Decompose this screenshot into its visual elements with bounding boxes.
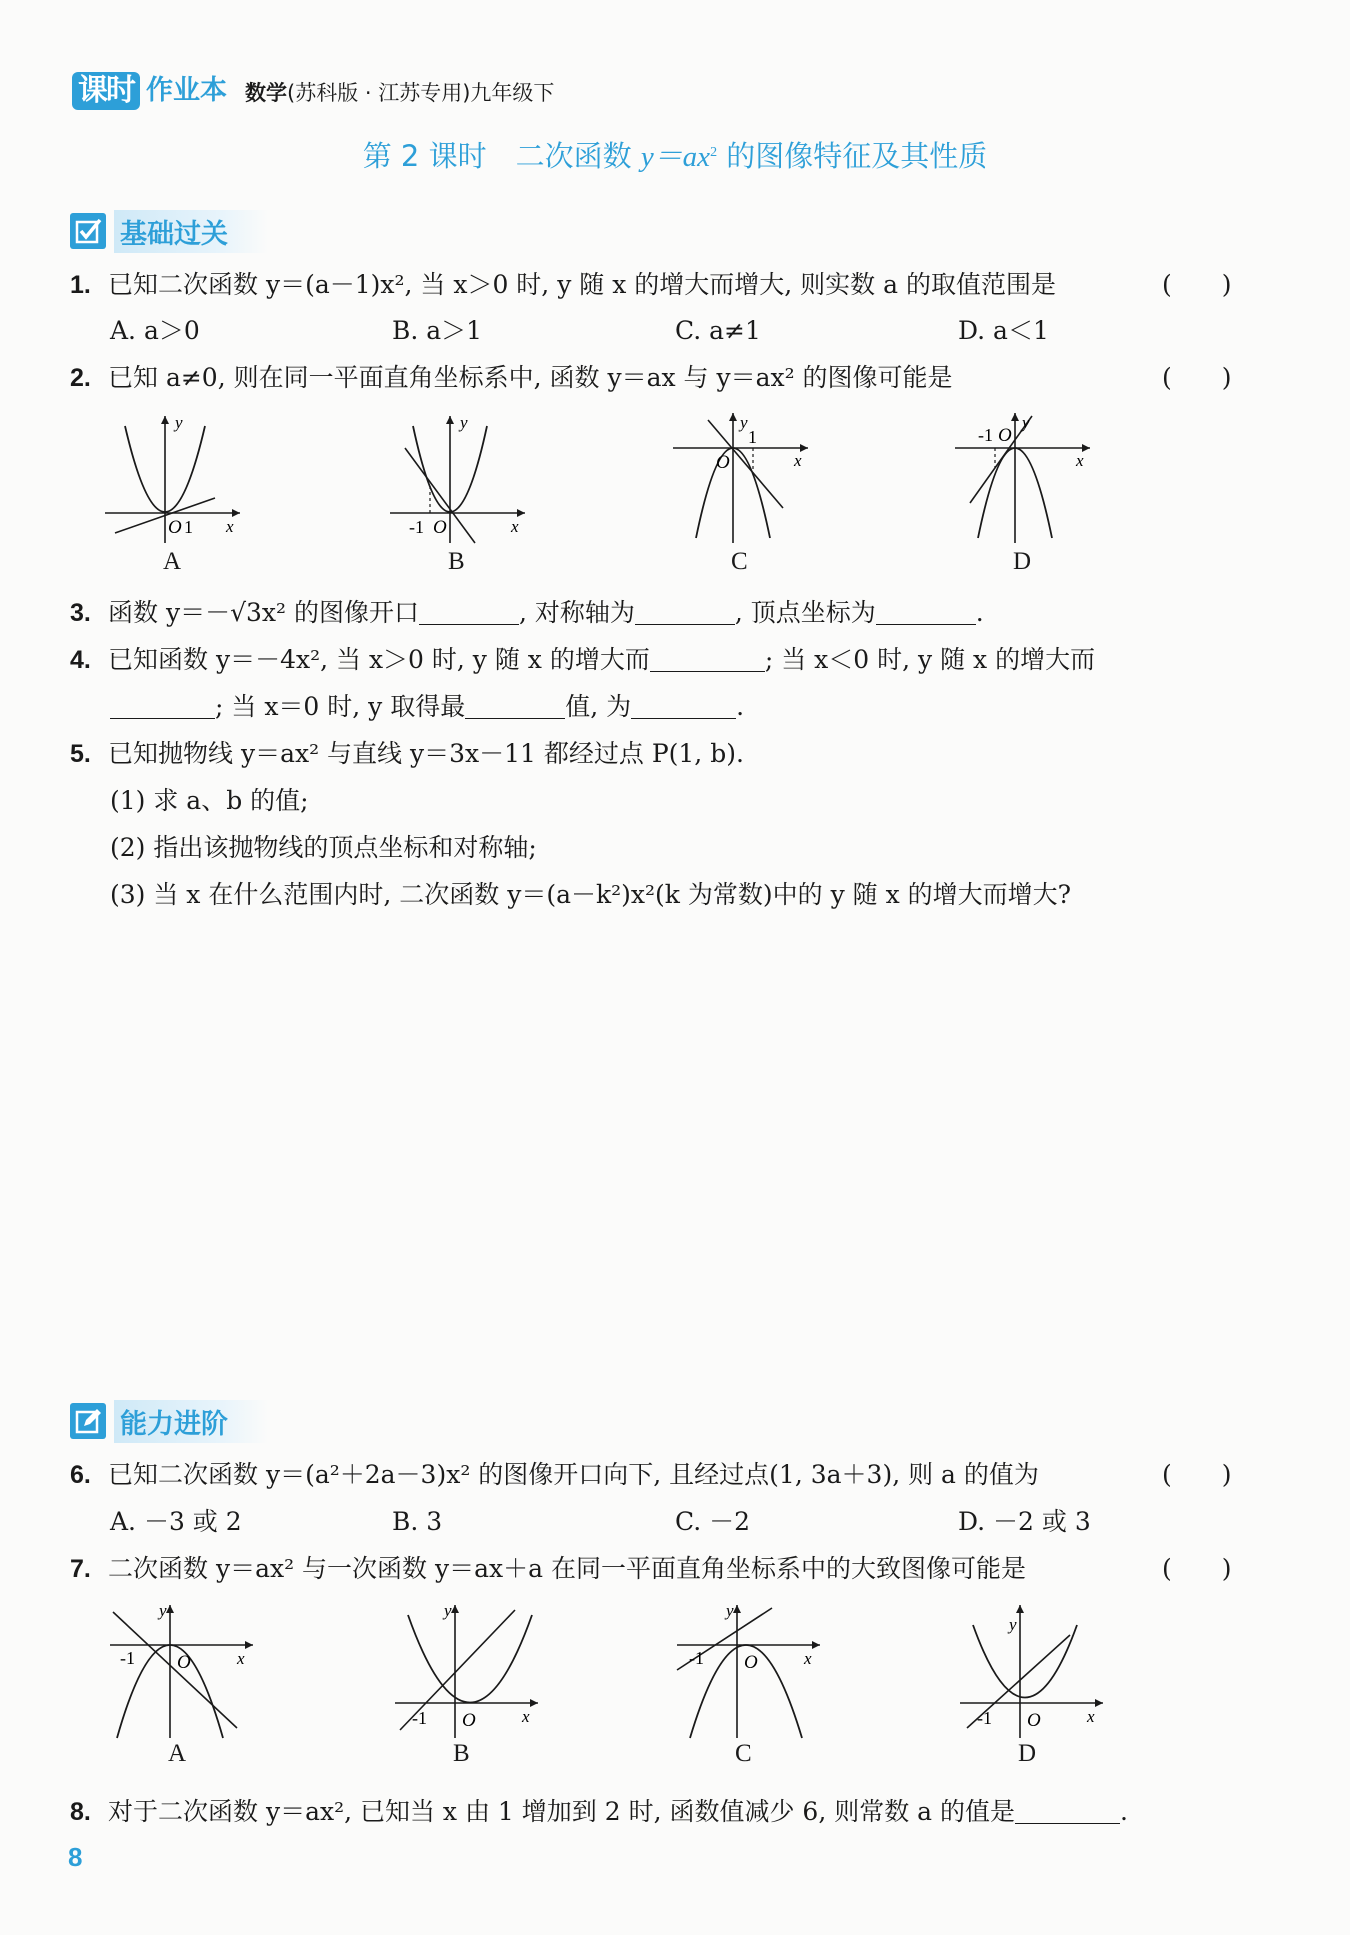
q8-text: 对于二次函数 y＝ax², 已知当 x 由 1 增加到 2 时, 函数值减少 6, 则常数 a 的值是 [108, 1797, 1016, 1826]
q2-graph-a-label: A [163, 548, 182, 575]
q4-blank-3[interactable] [465, 692, 565, 719]
pencil-icon [70, 1403, 106, 1439]
q5-part-3: (3) 当 x 在什么范围内时, 二次函数 y＝(a－k²)x²(k 为常数)中的 y 随 x 的增大而增大? [110, 880, 1072, 909]
logo [72, 72, 140, 110]
lesson-title-prefix: 第 2 课时 二次函数 [362, 139, 641, 173]
q3-text-c: , 顶点坐标为 [734, 598, 876, 627]
q1-number: 1. [70, 271, 91, 299]
q6-text: 已知二次函数 y＝(a²＋2a－3)x² 的图像开口向下, 且经过点(1, 3a＋3), 则 a 的值为 [108, 1460, 1039, 1489]
q2-graph-c-label: C [731, 548, 748, 575]
q5-number: 5. [70, 740, 91, 768]
q7-graph-d-label: D [1018, 1740, 1037, 1767]
q4-number: 4. [70, 646, 91, 674]
q7-answer-paren[interactable]: ( ) [1162, 1554, 1232, 1583]
q4-end: . [736, 692, 745, 721]
header [72, 70, 554, 110]
q5-part-1: (1) 求 a、b 的值; [110, 786, 309, 815]
x-axis-label: x [237, 1649, 245, 1668]
q6-option-b[interactable]: B. 3 [392, 1507, 443, 1536]
q2-graph-c[interactable] [668, 408, 818, 548]
origin-label: O [462, 1710, 476, 1731]
q6-option-c[interactable]: C. －2 [675, 1507, 751, 1536]
q5-answer-area[interactable] [70, 930, 1270, 1390]
x-axis-label: x [1076, 451, 1084, 470]
question-4 [70, 643, 1095, 677]
q3-blank-1[interactable] [419, 598, 519, 625]
checkbox-icon [70, 213, 106, 249]
x-axis-label: x [522, 1707, 530, 1726]
section-advanced-label: 能力进阶 [114, 1400, 268, 1443]
tick-label: 1 [748, 427, 757, 447]
y-axis-label: y [159, 1601, 167, 1620]
origin-label: O [744, 1652, 758, 1673]
y-axis-label: y [740, 413, 748, 432]
question-3 [70, 596, 984, 630]
y-axis-label: y [1009, 1615, 1017, 1634]
y-axis-label: y [175, 413, 183, 432]
q4-text-d: 值, 为 [565, 692, 632, 721]
x-axis-label: x [226, 517, 234, 536]
q4-blank-4[interactable] [631, 692, 736, 719]
q8-blank[interactable] [1015, 1797, 1120, 1824]
y-axis-label: y [1022, 413, 1030, 432]
q7-graph-a[interactable] [105, 1600, 260, 1740]
origin-label: O [177, 1652, 191, 1673]
tick-label: -1 [977, 1708, 992, 1728]
section-basic [70, 210, 268, 252]
x-axis-label: x [794, 451, 802, 470]
tick-label: -1 [409, 517, 424, 537]
tick-label: -1 [120, 1648, 135, 1668]
q2-graph-d[interactable] [950, 408, 1100, 548]
section-basic-label: 基础过关 [114, 210, 268, 253]
section-advanced [70, 1400, 268, 1442]
q4-text-a: 已知函数 y＝－4x², 当 x＞0 时, y 随 x 的增大而 [108, 645, 650, 674]
q3-text-a: 函数 y＝－√3x² 的图像开口 [108, 598, 419, 627]
q4-text-c: ; 当 x＝0 时, y 取得最 [215, 692, 466, 721]
q4-blank-2[interactable] [110, 692, 215, 719]
q7-text: 二次函数 y＝ax² 与一次函数 y＝ax＋a 在同一平面直角坐标系中的大致图像可能是 [108, 1554, 1026, 1583]
q2-graph-b[interactable] [385, 408, 535, 548]
q6-option-d[interactable]: D. －2 或 3 [958, 1507, 1091, 1536]
lesson-title-suffix: 的图像特征及其性质 [717, 139, 988, 173]
q3-blank-2[interactable] [635, 598, 735, 625]
question-2 [70, 361, 953, 395]
q3-number: 3. [70, 599, 91, 627]
q7-graph-d[interactable] [955, 1600, 1110, 1740]
question-4-line-2 [110, 690, 744, 724]
logo-text: 课时 [78, 73, 134, 108]
origin-label: O [168, 517, 182, 538]
q7-number: 7. [70, 1555, 91, 1583]
q1-text: 已知二次函数 y＝(a－1)x², 当 x＞0 时, y 随 x 的增大而增大, 则实数 a 的取值范围是 [108, 270, 1056, 299]
q4-blank-1[interactable] [650, 645, 765, 672]
q1-option-a[interactable]: A. a＞0 [110, 316, 200, 345]
question-6 [70, 1458, 1039, 1492]
x-axis-label: x [804, 1649, 812, 1668]
question-7 [70, 1552, 1026, 1586]
tick-label: -1 [689, 1648, 704, 1668]
q6-option-a[interactable]: A. －3 或 2 [110, 1507, 242, 1536]
header-subject: 数学 [245, 81, 287, 105]
origin-label: O [716, 452, 730, 473]
q2-graph-a[interactable] [100, 408, 250, 548]
question-8 [70, 1795, 1128, 1829]
q2-answer-paren[interactable]: ( ) [1162, 363, 1232, 392]
lesson-title-formula: y＝ax [640, 141, 711, 173]
q1-answer-paren[interactable]: ( ) [1162, 270, 1232, 299]
q3-blank-3[interactable] [876, 598, 976, 625]
q1-option-d[interactable]: D. a＜1 [958, 316, 1049, 345]
book-title: 作业本 [146, 75, 227, 106]
q2-text: 已知 a≠0, 则在同一平面直角坐标系中, 函数 y＝ax 与 y＝ax² 的图像可能是 [108, 363, 953, 392]
tick-label: -1 [412, 1708, 427, 1728]
q7-graph-a-label: A [168, 1740, 187, 1767]
y-axis-label: y [726, 1601, 734, 1620]
x-axis-label: x [511, 517, 519, 536]
q1-option-b[interactable]: B. a＞1 [392, 316, 483, 345]
lesson-title: 第 2 课时 二次函数 $y=ax^2$ 的图像特征及其性质 [362, 139, 988, 173]
q3-text-b: , 对称轴为 [518, 598, 635, 627]
q6-number: 6. [70, 1461, 91, 1489]
y-axis-label: y [444, 1601, 452, 1620]
page-number: 8 [68, 1842, 83, 1872]
origin-label: O [998, 425, 1012, 446]
q4-text-b: ; 当 x＜0 时, y 随 x 的增大而 [764, 645, 1096, 674]
origin-label: O [1027, 1710, 1041, 1731]
q6-answer-paren[interactable]: ( ) [1162, 1460, 1232, 1489]
question-5 [70, 737, 744, 771]
q7-graph-b-label: B [453, 1740, 470, 1767]
tick-label: 1 [184, 517, 193, 537]
q2-graph-b-label: B [448, 548, 465, 575]
tick-label: -1 [978, 425, 993, 445]
x-axis-label: x [1087, 1707, 1095, 1726]
q5-text: 已知抛物线 y＝ax² 与直线 y＝3x－11 都经过点 P(1, b). [108, 739, 744, 768]
q8-number: 8. [70, 1798, 91, 1826]
q5-part-2: (2) 指出该抛物线的顶点坐标和对称轴; [110, 833, 537, 862]
q2-graph-d-label: D [1013, 548, 1032, 575]
y-axis-label: y [460, 413, 468, 432]
q3-end: . [975, 598, 984, 627]
q7-graph-b[interactable] [390, 1600, 545, 1740]
header-edition: (苏科版 · 江苏专用)九年级下 [287, 81, 555, 105]
q8-end: . [1120, 1797, 1128, 1826]
q7-graph-c[interactable] [672, 1600, 827, 1740]
q2-number: 2. [70, 364, 91, 392]
q1-option-c[interactable]: C. a≠1 [675, 316, 761, 345]
q7-graph-c-label: C [735, 1740, 752, 1767]
origin-label: O [433, 517, 447, 538]
question-1 [70, 268, 1056, 302]
